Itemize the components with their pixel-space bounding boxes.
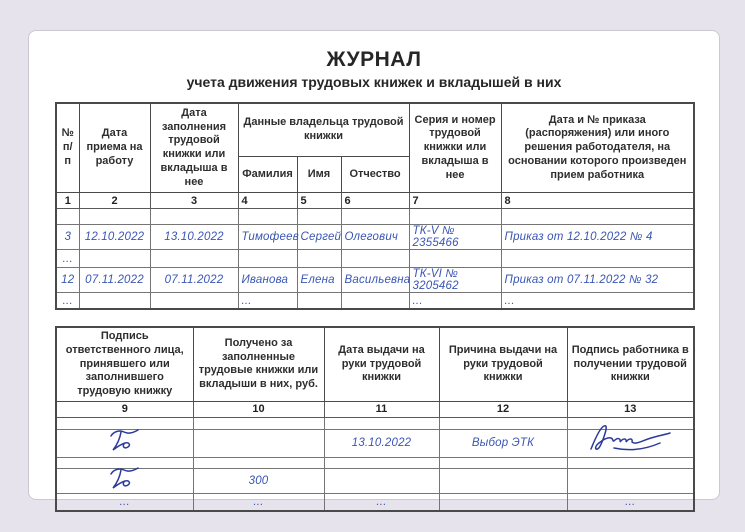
table-cell	[341, 250, 409, 268]
table-cell: Иванова	[238, 268, 297, 293]
table-row	[56, 493, 694, 511]
ellipsis-cell: ...	[324, 493, 439, 511]
header-series: Серия и номер трудовой книжки или вкладыша в нее	[409, 103, 501, 193]
table-cell: 8	[501, 193, 694, 209]
responsible-person-signature-icon	[108, 465, 142, 492]
table-cell	[238, 209, 297, 225]
table-cell	[341, 293, 409, 310]
table-cell	[150, 250, 238, 268]
table-cell	[297, 293, 341, 310]
ellipsis-cell: ...	[501, 293, 694, 310]
table-cell	[409, 250, 501, 268]
table-cell: 4	[238, 193, 297, 209]
header-patronymic: Отчество	[341, 157, 409, 193]
table-cell: Выбор ЭТК	[439, 429, 567, 457]
table-cell: 12	[56, 268, 79, 293]
table-cell: Елена	[297, 268, 341, 293]
column-numbers-row	[56, 193, 694, 209]
table-cell	[324, 417, 439, 429]
ellipsis-cell: ...	[567, 493, 694, 511]
responsible-person-signature-icon	[108, 427, 142, 454]
table-cell: 13	[567, 401, 694, 417]
header-issue-date: Дата выдачи на руки трудовой книжки	[324, 327, 439, 401]
signature-cell	[567, 429, 694, 457]
journal-table-bottom	[55, 326, 695, 512]
header-order: Дата и № приказа (распоряжения) или иного решения работодателя, на основании которого произведен прием работника	[501, 103, 694, 193]
table-cell	[193, 429, 324, 457]
table-cell	[439, 493, 567, 511]
table-row	[56, 268, 694, 293]
table-cell	[193, 417, 324, 429]
table-cell: Сергей	[297, 225, 341, 250]
table-row	[56, 457, 694, 468]
page-subtitle: учета движения трудовых книжек и вкладышей в них	[186, 74, 562, 90]
table-cell	[238, 250, 297, 268]
journal-page	[28, 30, 720, 508]
table-row	[56, 225, 694, 250]
table-cell	[501, 250, 694, 268]
table-cell	[150, 209, 238, 225]
table-cell: 1	[56, 193, 79, 209]
table-cell	[150, 293, 238, 310]
header-surname: Фамилия	[238, 157, 297, 193]
table-cell: 3	[56, 225, 79, 250]
table-cell	[567, 468, 694, 493]
table-cell	[193, 457, 324, 468]
header-row	[56, 327, 694, 401]
table-cell: 10	[193, 401, 324, 417]
table-cell: 300	[193, 468, 324, 493]
header-owner-group: Данные владельца трудовой книжки	[238, 103, 409, 157]
worker-signature-icon	[586, 423, 674, 455]
signature-cell	[56, 429, 193, 457]
ellipsis-cell: ...	[56, 250, 79, 268]
ellipsis-cell: ...	[409, 293, 501, 310]
table-cell	[79, 293, 150, 310]
journal-table-top	[55, 102, 695, 310]
table-cell: 13.10.2022	[324, 429, 439, 457]
ellipsis-cell: ...	[193, 493, 324, 511]
table-row	[56, 250, 694, 268]
table-cell: ТК-V № 2355466	[409, 225, 501, 250]
table-cell	[439, 468, 567, 493]
table-cell: 6	[341, 193, 409, 209]
header-worker-sign: Подпись работника в получении трудовой книжки	[567, 327, 694, 401]
header-received: Получено за заполненные трудовые книжки или вкладыши в них, руб.	[193, 327, 324, 401]
header-issue-reason: Причина выдачи на руки трудовой книжки	[439, 327, 567, 401]
table-cell	[501, 209, 694, 225]
ellipsis-cell: ...	[238, 293, 297, 310]
signature-cell	[56, 468, 193, 493]
table-cell	[324, 468, 439, 493]
table-cell	[79, 250, 150, 268]
table-cell	[297, 250, 341, 268]
header-name: Имя	[297, 157, 341, 193]
table-cell: Олегович	[341, 225, 409, 250]
table-cell: Тимофеев	[238, 225, 297, 250]
table-cell: 07.11.2022	[79, 268, 150, 293]
table-row	[56, 209, 694, 225]
header-num: № п/п	[56, 103, 79, 193]
table-row	[56, 429, 694, 457]
table-cell: 9	[56, 401, 193, 417]
ellipsis-cell: ...	[56, 493, 193, 511]
table-cell: 5	[297, 193, 341, 209]
table-cell	[409, 209, 501, 225]
header-row	[56, 103, 694, 157]
table-cell: 3	[150, 193, 238, 209]
table-cell	[439, 457, 567, 468]
column-numbers-row	[56, 401, 694, 417]
table-cell: ТК-VI № 3205462	[409, 268, 501, 293]
table-row	[56, 468, 694, 493]
table-cell: 7	[409, 193, 501, 209]
header-resp-sign: Подпись ответственного лица, принявшего или заполнившего трудовую книжку	[56, 327, 193, 401]
table-cell: Приказ от 12.10.2022 № 4	[501, 225, 694, 250]
table-row	[56, 293, 694, 310]
table-cell: 12	[439, 401, 567, 417]
ellipsis-cell: ...	[56, 293, 79, 310]
page-title: ЖУРНАЛ	[326, 48, 422, 71]
table-cell: 13.10.2022	[150, 225, 238, 250]
table-cell	[567, 457, 694, 468]
table-cell	[297, 209, 341, 225]
table-cell: 12.10.2022	[79, 225, 150, 250]
table-cell: 2	[79, 193, 150, 209]
header-fill-date: Дата заполнения трудовой книжки или вкладыша в нее	[150, 103, 238, 193]
header-hire-date: Дата приема на работу	[79, 103, 150, 193]
table-cell	[341, 209, 409, 225]
table-cell	[439, 417, 567, 429]
table-cell	[56, 209, 79, 225]
table-cell: Приказ от 07.11.2022 № 32	[501, 268, 694, 293]
table-cell: 07.11.2022	[150, 268, 238, 293]
table-cell: 11	[324, 401, 439, 417]
table-cell	[324, 457, 439, 468]
journal-table-top-body	[56, 193, 694, 310]
table-cell: Васильевна	[341, 268, 409, 293]
table-cell	[79, 209, 150, 225]
journal-table-bottom-body	[56, 401, 694, 511]
